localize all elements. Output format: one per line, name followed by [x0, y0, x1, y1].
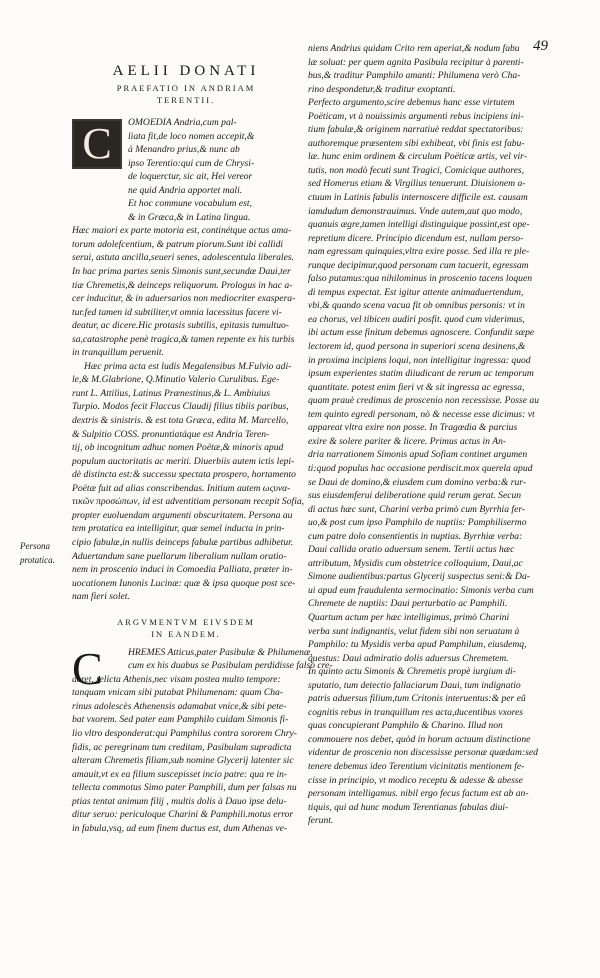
text-line: Hæc prima acta est ludis Megalensibus M.Fulvio adi-: [84, 360, 292, 372]
text-line: rino despondetur,& traditur exoptanti.: [308, 83, 456, 95]
text-line: ctuum in Latinis fabulis internoscere difficile est. causam: [308, 192, 528, 204]
text-line: personam intelligamus. nibil ergo fecus factum est ab an-: [308, 788, 529, 800]
argument-heading-line-2: IN EANDEM.: [151, 628, 221, 639]
text-line: de loquerctur, sic ait, Hei vereor: [128, 171, 253, 183]
text-line: tenere debemus ideo Terentium vicinitatis mentionem fe-: [308, 760, 525, 772]
text-line: tium fabulæ,& originem narratiuè reddat spectatoribus:: [308, 124, 524, 136]
right-column: [308, 42, 542, 828]
page-number: 49: [533, 38, 548, 54]
text-line: OMOEDIA Andria,cum pal-: [128, 117, 237, 128]
text-line: in fabula,vsq, ad eum finem ductus est, dum Athenas ve-: [72, 822, 288, 834]
argument-initial: C: [72, 642, 103, 694]
text-line: uocationem Iunonis Lucinæ: quæ & ipsa quoque post sce-: [72, 577, 296, 589]
text-line: Turpio. Modos fecit Flaccus Claudij filius tibiis paribus,: [72, 401, 289, 413]
argument-heading-line-1: ARGVMENTVM EIVSDEM: [117, 616, 255, 627]
text-line: commouere nos debet, quòd in horum actuum distinctione: [308, 733, 531, 745]
preface-paragraph-2: [72, 360, 305, 604]
text-line: ea chorus, vel tibicen audiri posfit. quod cum viderimus,: [308, 313, 525, 325]
text-line: amauit,vt ex ea filium suscepisset incio patre: qua re in-: [72, 768, 288, 780]
text-line: questus: Daui admiratio dolis aduersus Chremetem.: [308, 652, 509, 664]
text-line: cognitis rebus in tranquillum res acta,ducentibus vxores: [308, 706, 524, 718]
text-line: authoremque præsentem sibi exhibeat, vbi finis est fabu-: [308, 137, 525, 149]
text-line: In hac prima partes senis Simonis sunt,secundæ Daui,ter: [72, 266, 291, 278]
text-line: lio vltro desponderat:qui Pamphilus contra sororem Chry-: [72, 727, 297, 739]
text-line: Perfecto argumento,scire debemus hanc esse virtutem: [308, 97, 515, 109]
text-line: quanuis ægre,tamen intelligi distinguique possint,est ope-: [308, 219, 530, 231]
text-line: tiæ Chremetis,& deinceps reliquorum. Prologus in hac a-: [72, 279, 293, 291]
text-line: nam fieri solet.: [72, 591, 130, 603]
text-line: & in Græca,& in Latina lingua.: [128, 211, 251, 223]
text-line: torum adolefcentium, & patrum piorum.Sunt ibi callidi: [72, 238, 284, 250]
text-line: iamdudum demonstrauimus. Vnde autem,aut quo modo,: [308, 205, 523, 217]
text-line: bus,& traditur Pamphilo amanti: Philumena verò Cha-: [308, 70, 521, 82]
text-line: runt L. Attilius, Latinus Prænestinus,& L. Ambiuius: [72, 387, 270, 399]
text-line: ui apud eum fraudulenta sermocinatio: Simonis verba cum: [308, 584, 534, 596]
text-line: dextris & sinistris. & est tota Græca, edita M. Marcello,: [72, 415, 289, 427]
text-line: ne quid Andria apportet mali.: [128, 184, 243, 196]
heading-subtitle-2: TERENTII.: [156, 95, 216, 105]
text-line: ipsum experientes statim diiudicant de rerum ac temporum: [308, 368, 534, 380]
text-line: ditur seruo: periculoque Charini & Pamphili.motus error: [72, 809, 294, 821]
text-line: repretium dicere. Principio dicendum est, nullam perso-: [308, 232, 524, 244]
text-line: Quartum actum per hæc intelligimus, primò Charini: [308, 611, 510, 623]
text-line: quas concupierant Pamphilo & Charino. Illud non: [308, 720, 503, 732]
text-line: ferunt.: [308, 815, 334, 827]
argument-heading: [72, 616, 300, 640]
text-line: appareat vltra exire non posse. In Tragœdia & parcius: [308, 422, 518, 434]
text-line: cipio fabulæ,in nullis deinceps fabulæ partibus adhibetur.: [72, 536, 294, 548]
text-line: uo,& post cum ipso Pamphilo de nuptiis: Pamphilisermo: [308, 517, 527, 529]
text-line: in proxima incipiens loqui, non intelligitur ingressa: quod: [308, 354, 531, 366]
text-line: deatur, ac dicere.Hic protasis subtilis, epitasis tumultuo-: [72, 320, 290, 332]
text-line: tutis, non modò fecuti sunt Tragici, Comicique authores,: [308, 164, 525, 176]
text-line: tur.fed tamen id subtiliter,vt omnia lacessitus facere vi-: [72, 306, 282, 318]
text-line: sed Homerus etiam & Virgilius tenuerunt. Diuisionem a-: [308, 178, 526, 190]
text-line: ipso Terentio:qui cum de Chrysi-: [128, 157, 255, 169]
margin-note-persona: Persona: [20, 541, 50, 551]
text-line: tij, ob incognitum adhuc nomen Poëtæ,& minoris apud: [72, 442, 284, 454]
text-line: Daui callida oratio aduersum senem. Tertii actus hæc: [308, 544, 515, 556]
text-line: Hæc maiori ex parte motoria est, continétque actus ama-: [72, 225, 292, 237]
heading-title: AELII DONATI: [112, 63, 260, 79]
text-line: quantitate. potest enim fieri vt & sit ingressa ac egressa,: [308, 381, 525, 393]
heading-subtitle-1: PRAEFATIO IN ANDRIAM: [116, 83, 256, 93]
text-line: cer inducitur, & in aduersarios non mediocriter exaspera-: [72, 293, 296, 305]
text-line: & Sulpitio COSS. pronuntiatáque est Andria Teren-: [72, 428, 270, 440]
text-line: bat vxorem. Sed pater eam Pamphilo cuidam Simonis fi-: [72, 714, 289, 726]
right-column-lines: [308, 42, 542, 828]
text-line: Pamphilo: tu Mysidis verba apud Pamphilum, eiusdemq,: [308, 639, 527, 651]
text-line: patris aduersus filium,tum Critonis interuentus:& per eũ: [308, 693, 526, 705]
text-line: se Daui de domino,& eiusdem cum domino verba:& rur-: [308, 476, 527, 488]
text-line: alteram Chremetis filiam,sub nomine Glycerij latenter sic: [72, 755, 294, 767]
text-line: deret, relicta Athenis,nec visam postea multo tempore:: [72, 673, 281, 685]
text-line: ibi actum esse finitum debemus agnoscere. Confundit sæpe: [308, 327, 535, 339]
text-line: verba sunt indignantis, velut fidem sibi non seruatam à: [308, 625, 520, 637]
text-line: tanquam vnicam sibi putabat Philumenam: quam Cha-: [72, 687, 284, 699]
ornamental-initial: C: [72, 119, 122, 169]
text-line: exire & solere pariter & licere. Primus actus in An-: [308, 435, 507, 447]
text-line: propter euoluendam argumenti obscuritatem. Persona au: [72, 509, 293, 521]
text-line: à Menandro prius,& nunc ab: [128, 144, 240, 156]
text-line: niens Andrius quidam Crito rem aperiat,& nodum fabu: [308, 43, 520, 54]
text-line: sus eiusdemferui deliberatione quid rerum gerat. Secun: [308, 490, 522, 502]
text-line: τικῶν προσώπων, id est adventitiam personam recepit Sofia,: [72, 496, 305, 508]
text-line: le,& M.Glabrione, Q.Minutio Valerio Curulibus. Ege-: [72, 374, 280, 386]
text-line: cum patre dolo consentientis in nuptias. Byrrhiæ verba:: [308, 530, 523, 542]
text-line: læ. hunc enim ordinem & circulum Poëticæ artis, vel vir-: [308, 151, 527, 163]
text-line: ti:quod populus hac occasione perdiscit.mox querela apud: [308, 462, 533, 474]
text-line: Et hoc commune vocabulum est,: [128, 198, 252, 210]
text-line: dria narrationem Simonis apud Sofiam continet argumen: [308, 449, 528, 461]
text-line: vbi,& quando scena vacua fit ob omnibus personis: vt in: [308, 300, 525, 312]
text-line: ptias tentat animum filij , multis dolis à Dauo ipse delu-: [72, 795, 287, 807]
text-line: Poëticam, vt à nouissimis argumenti rebus incipiens ini-: [308, 110, 524, 122]
text-line: dè distincta est:& successu spectata prospero, hortamento: [72, 469, 296, 481]
text-line: quam prauè credimus de proscenio non recessisse. Posse au: [308, 395, 540, 407]
text-line: tem quinto egredi personam, nò & necesse esse dicimus: vt: [308, 408, 535, 420]
margin-note-protatica: protatica.: [20, 555, 55, 565]
text-line: In quinto actu Simonis & Chremetis propè iurgium di-: [308, 666, 516, 678]
text-line: Chremete de nuptiis: Daui perturbatio ac Pamphili.: [308, 598, 508, 610]
text-line: lectorem id, quod persona in superiori scena desinens,&: [308, 341, 526, 353]
text-line: tem protatica ea intelligitur, quæ semel inducta in prin-: [72, 523, 285, 535]
text-line: populum auctoritatis ac meriti. Diuerbiis autem ictis lepi-: [72, 455, 295, 467]
text-line: liata fit,de loco nomen accepit,&: [128, 130, 255, 142]
text-line: runque decipimur,quod personam cum tacuerit, egressam: [308, 259, 529, 271]
text-line: sputatio, tum detectio fallaciarum Daui, tum indignatio: [308, 679, 521, 691]
text-line: sa,catastrophe penè tragica,& tamen repente ex his turbis: [72, 333, 295, 345]
preface-paragraph-1: [72, 116, 300, 360]
text-line: rinus adolescès Athenensis adamabat vnice,& sibi pete-: [72, 700, 287, 712]
text-line: HREMES Atticus,pater Pasibulæ & Philumenæ,: [128, 646, 313, 658]
text-line: tiquis, qui ad hunc modum Terentianas fabulas diui-: [308, 801, 509, 813]
text-line: falso putamus:qua nihilominus in proscenio tacens loquen: [308, 273, 533, 285]
text-line: Simone audientibus:partus Glycerij suspectus seni:& Da-: [308, 571, 530, 583]
text-line: læ soluat: per quem agnita Pasibula recipitur à parenti-: [308, 56, 524, 68]
text-line: di tempus expectat. Est igitur attente animaduertendum,: [308, 286, 524, 298]
text-line: Poëtæ fuit ad alias conscribendas. Initium autem ωςυνα-: [72, 482, 291, 494]
text-line: attributum, Mysidis cum obstetrice colloquium, Daui,ac: [308, 557, 523, 569]
text-line: nem in proscenio induci in Comoedia Palliata, præter in-: [72, 564, 293, 576]
text-line: fidis, ac peregrinam tum creditam, Pasibulam supradicta: [72, 741, 292, 753]
text-line: Aduertandum sane puellarum liberalium nullam oratio-: [72, 550, 287, 562]
text-line: videntur de proscenio non discessisse personæ quædam:sed: [308, 747, 538, 759]
text-line: in tranquillum peruenit.: [72, 347, 164, 359]
text-line: tellecta commotus Simo pater Pamphili, dum per falsas nu: [72, 782, 297, 794]
text-line: nam egressam quinquies,vltra exire posse. Sed illa re ple-: [308, 246, 530, 258]
text-line: di actus hæc sunt, Charini verba primò cum Byrrhia fer-: [308, 503, 526, 515]
text-line: cum ex his duabus se Pasibulam perdidisse falsò cre-: [128, 660, 333, 672]
text-line: serui, astuta ancilla,seueri senes, adolescentula liberales.: [72, 252, 294, 264]
text-line: cisse in principio, vt modico receptu & adesse & abesse: [308, 774, 523, 786]
